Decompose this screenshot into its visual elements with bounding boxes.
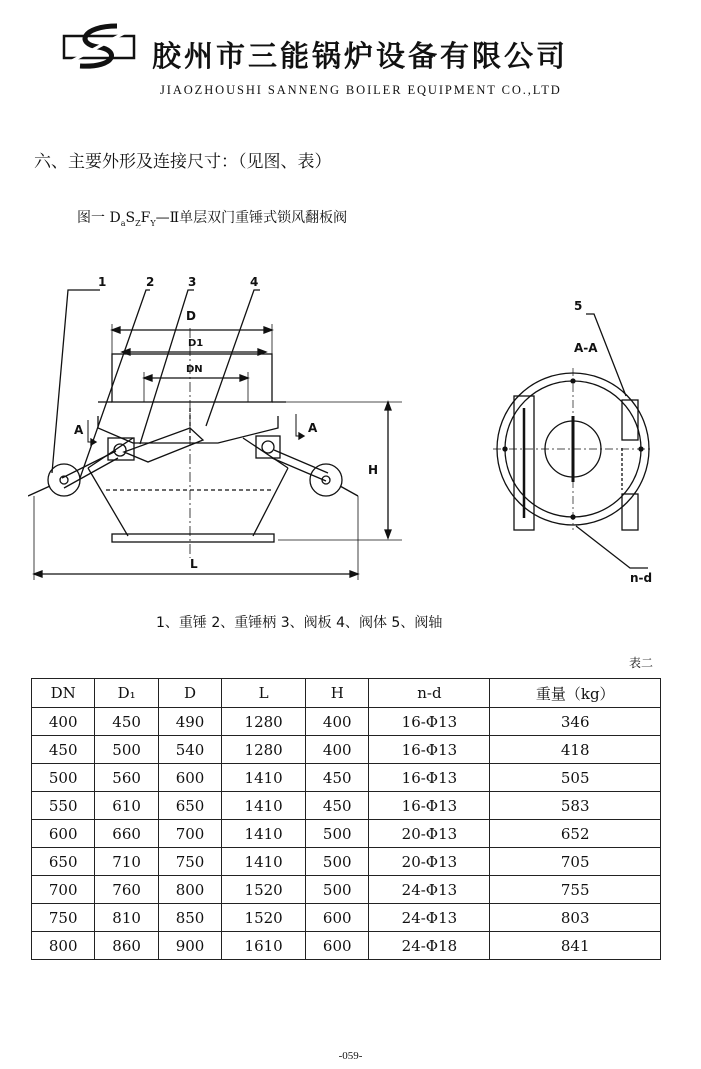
table-cell: 560 xyxy=(95,764,158,792)
company-logo xyxy=(62,22,136,70)
callout-4: 4 xyxy=(250,275,259,289)
table-cell: 400 xyxy=(306,736,369,764)
table-cell: 750 xyxy=(158,848,221,876)
parts-legend: 1、重锤 2、重锤柄 3、阀板 4、阀体 5、阀轴 xyxy=(156,615,443,631)
page-number: -059- xyxy=(338,1050,363,1062)
table-cell: 24-Φ18 xyxy=(369,932,490,960)
table-row xyxy=(32,736,661,764)
table-cell: 500 xyxy=(32,764,95,792)
table-cell: 660 xyxy=(95,820,158,848)
table-cell: 20-Φ13 xyxy=(369,848,490,876)
callout-5: 5 xyxy=(574,299,583,313)
table-cell: 700 xyxy=(158,820,221,848)
table-cell: 1520 xyxy=(222,904,306,932)
table-caption: 表二 xyxy=(628,656,653,670)
table-cell: 650 xyxy=(158,792,221,820)
table-cell: 705 xyxy=(490,848,661,876)
table-cell: 1410 xyxy=(222,848,306,876)
company-name-en: JIAOZHOUSHI SANNENG BOILER EQUIPMENT CO.,LTD xyxy=(160,83,562,97)
table-cell: 1610 xyxy=(222,932,306,960)
table-cell: 346 xyxy=(490,708,661,736)
dimension-label-dn: DN xyxy=(186,364,203,375)
table-row xyxy=(32,764,661,792)
section-mark-left: A xyxy=(74,423,84,437)
table-cell: 550 xyxy=(32,792,95,820)
table-cell: 800 xyxy=(32,932,95,960)
table-cell: 16-Φ13 xyxy=(369,708,490,736)
table-row xyxy=(32,792,661,820)
table-cell: 400 xyxy=(306,708,369,736)
section-mark-right: A xyxy=(308,421,318,435)
table-cell: 400 xyxy=(32,708,95,736)
table-cell: 16-Φ13 xyxy=(369,792,490,820)
table-cell: 500 xyxy=(306,876,369,904)
table-cell: 1410 xyxy=(222,764,306,792)
table-cell: 490 xyxy=(158,708,221,736)
header-d: D xyxy=(158,679,221,708)
dimension-label-h: H xyxy=(368,463,379,477)
table-cell: 450 xyxy=(306,792,369,820)
table-cell: 24-Φ13 xyxy=(369,876,490,904)
table-cell: 16-Φ13 xyxy=(369,736,490,764)
header-weight: 重量（kg） xyxy=(490,679,661,708)
table-row xyxy=(32,876,661,904)
table-cell: 600 xyxy=(32,820,95,848)
table-cell: 700 xyxy=(32,876,95,904)
valve-drawing xyxy=(28,268,673,588)
table-cell: 750 xyxy=(32,904,95,932)
table-header-row xyxy=(32,679,661,708)
callout-1: 1 xyxy=(98,275,107,289)
table-cell: 610 xyxy=(95,792,158,820)
table-cell: 850 xyxy=(158,904,221,932)
table-cell: 803 xyxy=(490,904,661,932)
table-cell: 600 xyxy=(306,904,369,932)
section-view xyxy=(493,314,653,568)
table-body xyxy=(32,708,661,960)
dimension-table xyxy=(31,678,661,960)
table-cell: 450 xyxy=(306,764,369,792)
section-heading: 六、主要外形及连接尺寸：（见图、表） xyxy=(34,152,332,172)
table-cell: 800 xyxy=(158,876,221,904)
table-cell: 16-Φ13 xyxy=(369,764,490,792)
table-cell: 500 xyxy=(306,848,369,876)
dimension-label-d1: D1 xyxy=(188,338,204,349)
table-row xyxy=(32,708,661,736)
table-cell: 20-Φ13 xyxy=(369,820,490,848)
dimension-label-l: L xyxy=(190,557,198,571)
table-cell: 418 xyxy=(490,736,661,764)
table-cell: 760 xyxy=(95,876,158,904)
table-cell: 540 xyxy=(158,736,221,764)
front-view xyxy=(28,290,402,580)
table-cell: 500 xyxy=(306,820,369,848)
table-cell: 500 xyxy=(95,736,158,764)
table-cell: 860 xyxy=(95,932,158,960)
table-row xyxy=(32,904,661,932)
table-cell: 1410 xyxy=(222,820,306,848)
table-row xyxy=(32,848,661,876)
table-cell: 1410 xyxy=(222,792,306,820)
table-cell: 650 xyxy=(32,848,95,876)
company-name-cn: 胶州市三能锅炉设备有限公司 xyxy=(152,39,569,73)
table-cell: 900 xyxy=(158,932,221,960)
figure-caption: 图一 $D_aS_ZF_Y—Ⅱ$单层双门重锤式锁风翻板阀 xyxy=(77,210,348,228)
table-cell: 583 xyxy=(490,792,661,820)
header-dn: DN xyxy=(32,679,95,708)
table-cell: 600 xyxy=(158,764,221,792)
callout-2: 2 xyxy=(146,275,155,289)
table-cell: 24-Φ13 xyxy=(369,904,490,932)
table-cell: 652 xyxy=(490,820,661,848)
table-cell: 600 xyxy=(306,932,369,960)
header-d1: D₁ xyxy=(95,679,158,708)
table-cell: 450 xyxy=(32,736,95,764)
table-row xyxy=(32,820,661,848)
table-cell: 810 xyxy=(95,904,158,932)
section-title: A-A xyxy=(574,341,598,355)
header-n-d: n-d xyxy=(369,679,490,708)
table-cell: 1280 xyxy=(222,708,306,736)
table-cell: 1520 xyxy=(222,876,306,904)
table-row xyxy=(32,932,661,960)
table-cell: 505 xyxy=(490,764,661,792)
callout-3: 3 xyxy=(188,275,197,289)
table-cell: 1280 xyxy=(222,736,306,764)
header-l: L xyxy=(222,679,306,708)
table-cell: 755 xyxy=(490,876,661,904)
table-cell: 710 xyxy=(95,848,158,876)
bolt-hole-label: n-d xyxy=(630,571,653,585)
header-h: H xyxy=(306,679,369,708)
dimension-label-d: D xyxy=(186,309,196,323)
table-cell: 841 xyxy=(490,932,661,960)
table-cell: 450 xyxy=(95,708,158,736)
